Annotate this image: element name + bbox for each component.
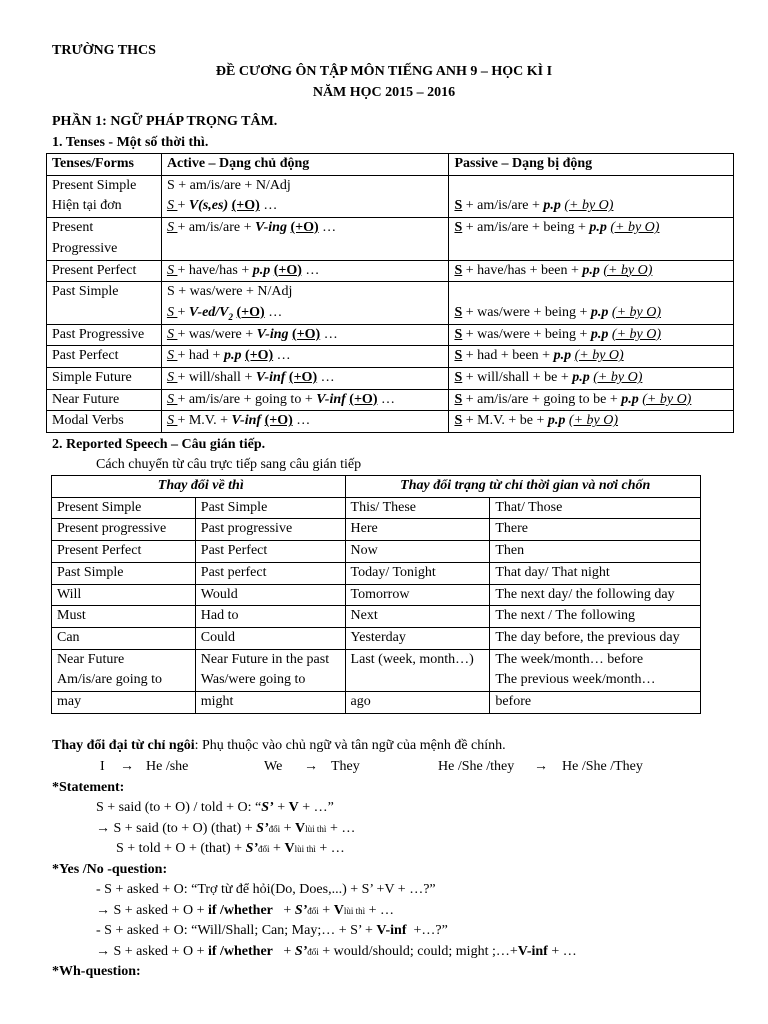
- cell: Present Perfect: [52, 541, 196, 563]
- table-row: [52, 627, 701, 649]
- header-passive: Passive – Dạng bị động: [449, 154, 734, 176]
- table-row: [47, 282, 734, 324]
- cell: [52, 649, 196, 691]
- cell: Must: [52, 606, 196, 628]
- passive-form: S + was/were + being + p.p (+ by O): [449, 324, 734, 346]
- yesno-line-4: → S + asked + O + if /whether + S’đổi + would/should; could; might ;…+V-inf + …: [96, 944, 577, 959]
- tense-name: Past Progressive: [47, 324, 162, 346]
- table-row: [52, 692, 701, 714]
- table-header-row: [47, 154, 734, 176]
- active-form: S + M.V. + V-inf (+O) …: [161, 411, 449, 433]
- tense-name: Past Simple: [47, 282, 162, 324]
- active-form: S + have/has + p.p (+O) …: [161, 260, 449, 282]
- active-form: S + am/is/are + N/Adj S + V(s,es) (+O) …: [161, 175, 449, 217]
- cell-text: Was/were going to: [200, 672, 306, 688]
- formula-text: → S + asked + O +: [96, 944, 208, 959]
- tense-name: Present Progressive: [47, 218, 162, 260]
- passive-form: S + have/has + been + p.p (+ by O): [449, 260, 734, 282]
- cell: might: [195, 692, 345, 714]
- cell-text: Near Future: [57, 651, 125, 667]
- cell: Will: [52, 584, 196, 606]
- cell: That/ Those: [490, 497, 701, 519]
- cell: Next: [345, 606, 490, 628]
- pronoun-heshethey-2: He /She /They: [562, 759, 643, 774]
- arrow-icon: →: [534, 759, 548, 774]
- cell: The next day/ the following day: [490, 584, 701, 606]
- table-row: [52, 584, 701, 606]
- section2-heading: 2. Reported Speech – Câu gián tiếp.: [52, 437, 266, 452]
- yesno-heading-text: *Yes /No -question:: [52, 862, 168, 877]
- pronoun-desc: : Phụ thuộc vào chủ ngữ và tân ngữ của mệnh đề chính.: [194, 738, 506, 753]
- table-row: [47, 346, 734, 368]
- part1-heading: PHẦN 1: NGỮ PHÁP TRỌNG TÂM.: [52, 114, 278, 129]
- pronoun-i: I: [100, 759, 105, 774]
- cell-text: The week/month… before: [495, 651, 644, 667]
- passive-form: S + had + been + p.p (+ by O): [449, 346, 734, 368]
- active-form: S + was/were + V-ing (+O) …: [161, 324, 449, 346]
- pronoun-we: We: [264, 759, 283, 774]
- reported-speech-table: [51, 475, 701, 714]
- statement-line-2: → S + said (to + O) (that) + S’đổi + Vlùi thì + …: [96, 821, 356, 836]
- cell: [345, 649, 490, 691]
- yesno-line-1: - S + asked + O: “Trợ từ để hỏi(Do, Does,...) + S’ +V + …?”: [96, 882, 436, 897]
- section2-intro: Cách chuyển từ câu trực tiếp sang câu gián tiếp: [96, 457, 362, 472]
- cell: Past Simple: [195, 497, 345, 519]
- table-row: [47, 324, 734, 346]
- table-row: [52, 562, 701, 584]
- table-row: [47, 368, 734, 390]
- cell-text: The previous week/month…: [495, 672, 656, 688]
- pronoun-heshethey: He /She /they: [438, 759, 515, 774]
- header-adverb-change: Thay đổi trạng từ chỉ thời gian và nơi chốn: [345, 476, 700, 498]
- cell: Can: [52, 627, 196, 649]
- statement-line-1: S + said (to + O) / told + O: “S’ + V + …”: [96, 800, 334, 815]
- formula-text: → S + said (to + O) (that) +: [96, 821, 257, 836]
- table-row: [47, 260, 734, 282]
- cell: Now: [345, 541, 490, 563]
- table-row: [52, 497, 701, 519]
- cell: This/ These: [345, 497, 490, 519]
- header-active: Active – Dạng chủ động: [161, 154, 449, 176]
- cell: There: [490, 519, 701, 541]
- cell-text: Last (week, month…): [350, 651, 474, 667]
- formula-text: S + said (to + O) / told + O: “: [96, 800, 262, 815]
- cell: before: [490, 692, 701, 714]
- yesno-line-2: → S + asked + O + if /whether + S’đổi + Vlùi thì + …: [96, 903, 394, 918]
- cell: Past progressive: [195, 519, 345, 541]
- table-row: [52, 519, 701, 541]
- passive-form: S + was/were + being + p.p (+ by O): [449, 282, 734, 324]
- tense-name: Present Simple Hiện tại đơn: [47, 175, 162, 217]
- passive-form: S + am/is/are + p.p (+ by O): [449, 175, 734, 217]
- pronoun-label: Thay đổi đại từ chỉ ngôi: [52, 738, 195, 753]
- formula-text: - S + asked + O: “Will/Shall; Can; May;… + S’ +: [96, 923, 377, 938]
- cell: [195, 649, 345, 691]
- tense-name: Near Future: [47, 389, 162, 411]
- header-tenses: Tenses/Forms: [47, 154, 162, 176]
- formula-text: → S + asked + O +: [96, 903, 208, 918]
- tense-name: Simple Future: [47, 368, 162, 390]
- passive-form: S + M.V. + be + p.p (+ by O): [449, 411, 734, 433]
- active-form: S + had + p.p (+O) …: [161, 346, 449, 368]
- active-form: S + was/were + N/Adj $S + V-ed/V_2$ (+O) …: [161, 282, 449, 324]
- cell: The next / The following: [490, 606, 701, 628]
- cell: Present progressive: [52, 519, 196, 541]
- cell: The day before, the previous day: [490, 627, 701, 649]
- school-name: TRƯỜNG THCS: [52, 43, 156, 58]
- pronoun-change-line: [52, 736, 506, 756]
- section1-heading: 1. Tenses - Một số thời thì.: [52, 135, 209, 150]
- cell: Then: [490, 541, 701, 563]
- cell: Past Perfect: [195, 541, 345, 563]
- tense-name: Modal Verbs: [47, 411, 162, 433]
- table-row: [47, 389, 734, 411]
- school-year: NĂM HỌC 2015 – 2016: [312, 85, 456, 100]
- tenses-table: [46, 153, 734, 433]
- passive-form: S + will/shall + be + p.p (+ by O): [449, 368, 734, 390]
- cell: may: [52, 692, 196, 714]
- arrow-icon: →: [304, 759, 318, 774]
- cell: Past perfect: [195, 562, 345, 584]
- table-row: [52, 606, 701, 628]
- cell: Present Simple: [52, 497, 196, 519]
- arrow-icon: →: [120, 759, 134, 774]
- active-form: S + am/is/are + V-ing (+O) …: [161, 218, 449, 260]
- tense-name: Present Perfect: [47, 260, 162, 282]
- formula-text: S + told + O + (that) +: [116, 841, 246, 856]
- active-form: S + will/shall + V-inf (+O) …: [161, 368, 449, 390]
- table-row: [52, 649, 701, 691]
- cell: Tomorrow: [345, 584, 490, 606]
- pronoun-heshe: He /she: [146, 759, 189, 774]
- table-row: [47, 411, 734, 433]
- table-header-row: [52, 476, 701, 498]
- header-tense-change: Thay đổi về thì: [52, 476, 346, 498]
- cell: ago: [345, 692, 490, 714]
- document-title: ĐỀ CƯƠNG ÔN TẬP MÔN TIẾNG ANH 9 – HỌC KÌ I: [215, 64, 553, 79]
- pronoun-they: They: [331, 759, 360, 774]
- statement-line-3: S + told + O + (that) + S’đổi + Vlùi thì + …: [116, 841, 345, 856]
- cell: Yesterday: [345, 627, 490, 649]
- cell: Past Simple: [52, 562, 196, 584]
- cell: [490, 649, 701, 691]
- cell-text: Am/is/are going to: [57, 672, 162, 688]
- cell: That day/ That night: [490, 562, 701, 584]
- table-row: [47, 175, 734, 217]
- table-row: [47, 218, 734, 260]
- cell: Could: [195, 627, 345, 649]
- statement-heading: *Statement:: [52, 780, 125, 795]
- cell: Here: [345, 519, 490, 541]
- cell: Would: [195, 584, 345, 606]
- yesno-line-3: - S + asked + O: “Will/Shall; Can; May;… + S’ + V-inf +…?”: [96, 923, 448, 938]
- cell: Today/ Tonight: [345, 562, 490, 584]
- passive-form: S + am/is/are + going to be + p.p (+ by O): [449, 389, 734, 411]
- cell-text: Near Future in the past: [200, 651, 330, 667]
- table-row: [52, 541, 701, 563]
- active-form: S + am/is/are + going to + V-inf (+O) …: [161, 389, 449, 411]
- yesno-heading: [52, 860, 167, 880]
- cell: Had to: [195, 606, 345, 628]
- passive-form: S + am/is/are + being + p.p (+ by O): [449, 218, 734, 260]
- tense-name: Past Perfect: [47, 346, 162, 368]
- wh-heading: *Wh-question:: [52, 964, 141, 979]
